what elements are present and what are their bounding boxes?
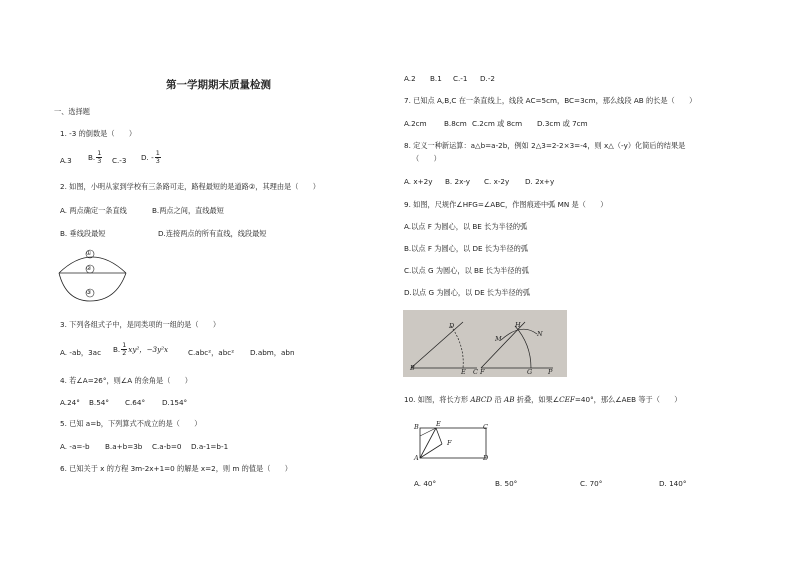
q2-road-figure — [54, 245, 130, 307]
fig10-label-b: B — [414, 423, 419, 431]
q3-stem: 3. 下列各组式子中，是同类项的一组的是（ ） — [60, 320, 221, 329]
arc-gh — [515, 326, 531, 368]
q1-option-c: C.-3 — [112, 156, 127, 165]
q1-option-d: D. - $\frac{1}{3}$ — [141, 149, 160, 166]
fig9-label-h: H — [515, 321, 521, 329]
q3-option-b: B. $\frac{1}{2}$ xy²，−3y²x — [113, 341, 169, 358]
q4-option-c: C.64° — [125, 398, 146, 407]
q2-option-c: B. 垂线段最短 — [60, 229, 106, 238]
q5-option-b: B.a+b=3b — [105, 442, 143, 451]
fig10-label-e: E — [436, 420, 441, 428]
section-heading: 一、选择题 — [54, 107, 90, 116]
q9-stem: 9. 如图，尺规作∠HFG=∠ABC，作图痕迹中弧 MN 是（ ） — [404, 200, 608, 209]
fig10-label-d: D — [483, 454, 489, 462]
page-title: 第一学期期末质量检测 — [166, 79, 271, 91]
fig10-label-c: C — [483, 423, 488, 431]
road-3-label: ③ — [86, 289, 92, 296]
fig9-label-e: E — [461, 368, 466, 376]
q8-option-c: C. x-2y — [484, 177, 510, 186]
road-2-label: ② — [86, 265, 92, 272]
q6-option-c: C.-1 — [453, 74, 468, 83]
q2-stem: 2. 如图，小明从家到学校有三条路可走，路程最短的是道路②，其理由是（ ） — [60, 182, 320, 191]
fold-line-ae — [420, 428, 436, 458]
q2-option-d: D.连接两点的所有直线，线段最短 — [158, 229, 267, 238]
q7-option-a: A.2cm — [404, 119, 427, 128]
q8-stem-paren: （ ） — [412, 154, 441, 163]
road-3-curve — [59, 273, 126, 301]
q2-option-b: B.两点之间，直线最短 — [152, 206, 224, 215]
q7-stem: 7. 已知点 A,B,C 在一条直线上，线段 AC=5cm，BC=3cm，那么线段 AB 的长是（ ） — [404, 96, 697, 105]
q4-option-b: B.54° — [89, 398, 109, 407]
fig9-label-n: N — [537, 330, 543, 338]
q7-option-b: B.8cm — [444, 119, 467, 128]
fig9-label-g: G — [527, 368, 533, 376]
rect-abcd — [420, 428, 486, 458]
fig9-label-b: B — [410, 364, 415, 372]
q10-option-a: A. 40° — [414, 479, 437, 488]
q6-option-a: A.2 — [404, 74, 416, 83]
ray-ba — [411, 322, 463, 368]
q9-option-d: D.以点 G 为圆心，以 DE 长为半径的弧 — [404, 288, 531, 297]
fig9-label-c: C — [473, 368, 478, 376]
arc-de — [451, 326, 463, 368]
fig10-label-a: A — [414, 454, 419, 462]
q1-option-a: A.3 — [60, 156, 72, 165]
q7-option-d: D.3cm 或 7cm — [537, 119, 588, 128]
fig9-label-d: D — [449, 322, 455, 330]
q10-rectangle-figure — [414, 420, 494, 462]
q8-option-a: A. x+2y — [404, 177, 433, 186]
q2-option-a: A. 两点确定一条直线 — [60, 206, 127, 215]
q10-option-c: C. 70° — [580, 479, 603, 488]
q8-option-d: D. 2x+y — [525, 177, 555, 186]
q9-option-b: B.以点 F 为圆心，以 DE 长为半径的弧 — [404, 244, 529, 253]
q10-option-b: B. 50° — [495, 479, 518, 488]
fig10-label-f: F — [447, 439, 452, 447]
q6-stem: 6. 已知关于 x 的方程 3m-2x+1=0 的解是 x=2，则 m 的值是（ ） — [60, 464, 292, 473]
q4-stem: 4. 若∠A=26°，则∠A 的余角是（ ） — [60, 376, 192, 385]
fig9-label-f: F — [480, 368, 485, 376]
q1-stem: 1. -3 的倒数是（ ） — [60, 129, 137, 138]
q10-option-d: D. 140° — [659, 479, 687, 488]
q3-option-c: C.abc²，abc² — [188, 348, 235, 357]
road-1-curve — [59, 257, 126, 273]
q5-stem: 5. 已知 a=b，下列算式不成立的是（ ） — [60, 419, 202, 428]
q5-option-a: A. -a=-b — [60, 442, 90, 451]
q9-option-a: A.以点 F 为圆心，以 BE 长为半径的弧 — [404, 222, 528, 231]
q6-option-b: B.1 — [430, 74, 442, 83]
road-1-label: ① — [86, 250, 92, 257]
q4-option-d: D.154° — [162, 398, 188, 407]
q5-option-d: D.a-1=b-1 — [191, 442, 229, 451]
q8-stem: 8. 定义一种新运算：a△b=a-2b，例如 2△3=2-2×3=-4，则 x△（-y）化简后的结果是 — [404, 141, 686, 150]
fig9-label-m: M — [495, 335, 502, 343]
q9-option-c: C.以点 G 为圆心，以 BE 长为半径的弧 — [404, 266, 529, 275]
q5-option-c: C.a-b=0 — [152, 442, 182, 451]
q7-option-c: C.2cm 或 8cm — [472, 119, 523, 128]
q6-option-d: D.-2 — [480, 74, 495, 83]
q10-stem: 10. 如图，将长方形 ABCD 沿 AB 折叠，如果∠CEF=40°，那么∠AEB 等于（ ） — [404, 395, 682, 404]
q3-option-d: D.abm，abn — [250, 348, 295, 357]
fold-line-ef — [436, 428, 442, 444]
q4-option-a: A.24° — [60, 398, 80, 407]
fig9-label-p: P — [548, 368, 553, 376]
q1-option-b: B. $\frac{1}{3}$ — [88, 149, 102, 166]
q8-option-b: B. 2x-y — [445, 177, 471, 186]
q9-construction-figure — [403, 310, 567, 377]
q3-option-a: A. -ab，3ac — [60, 348, 102, 357]
